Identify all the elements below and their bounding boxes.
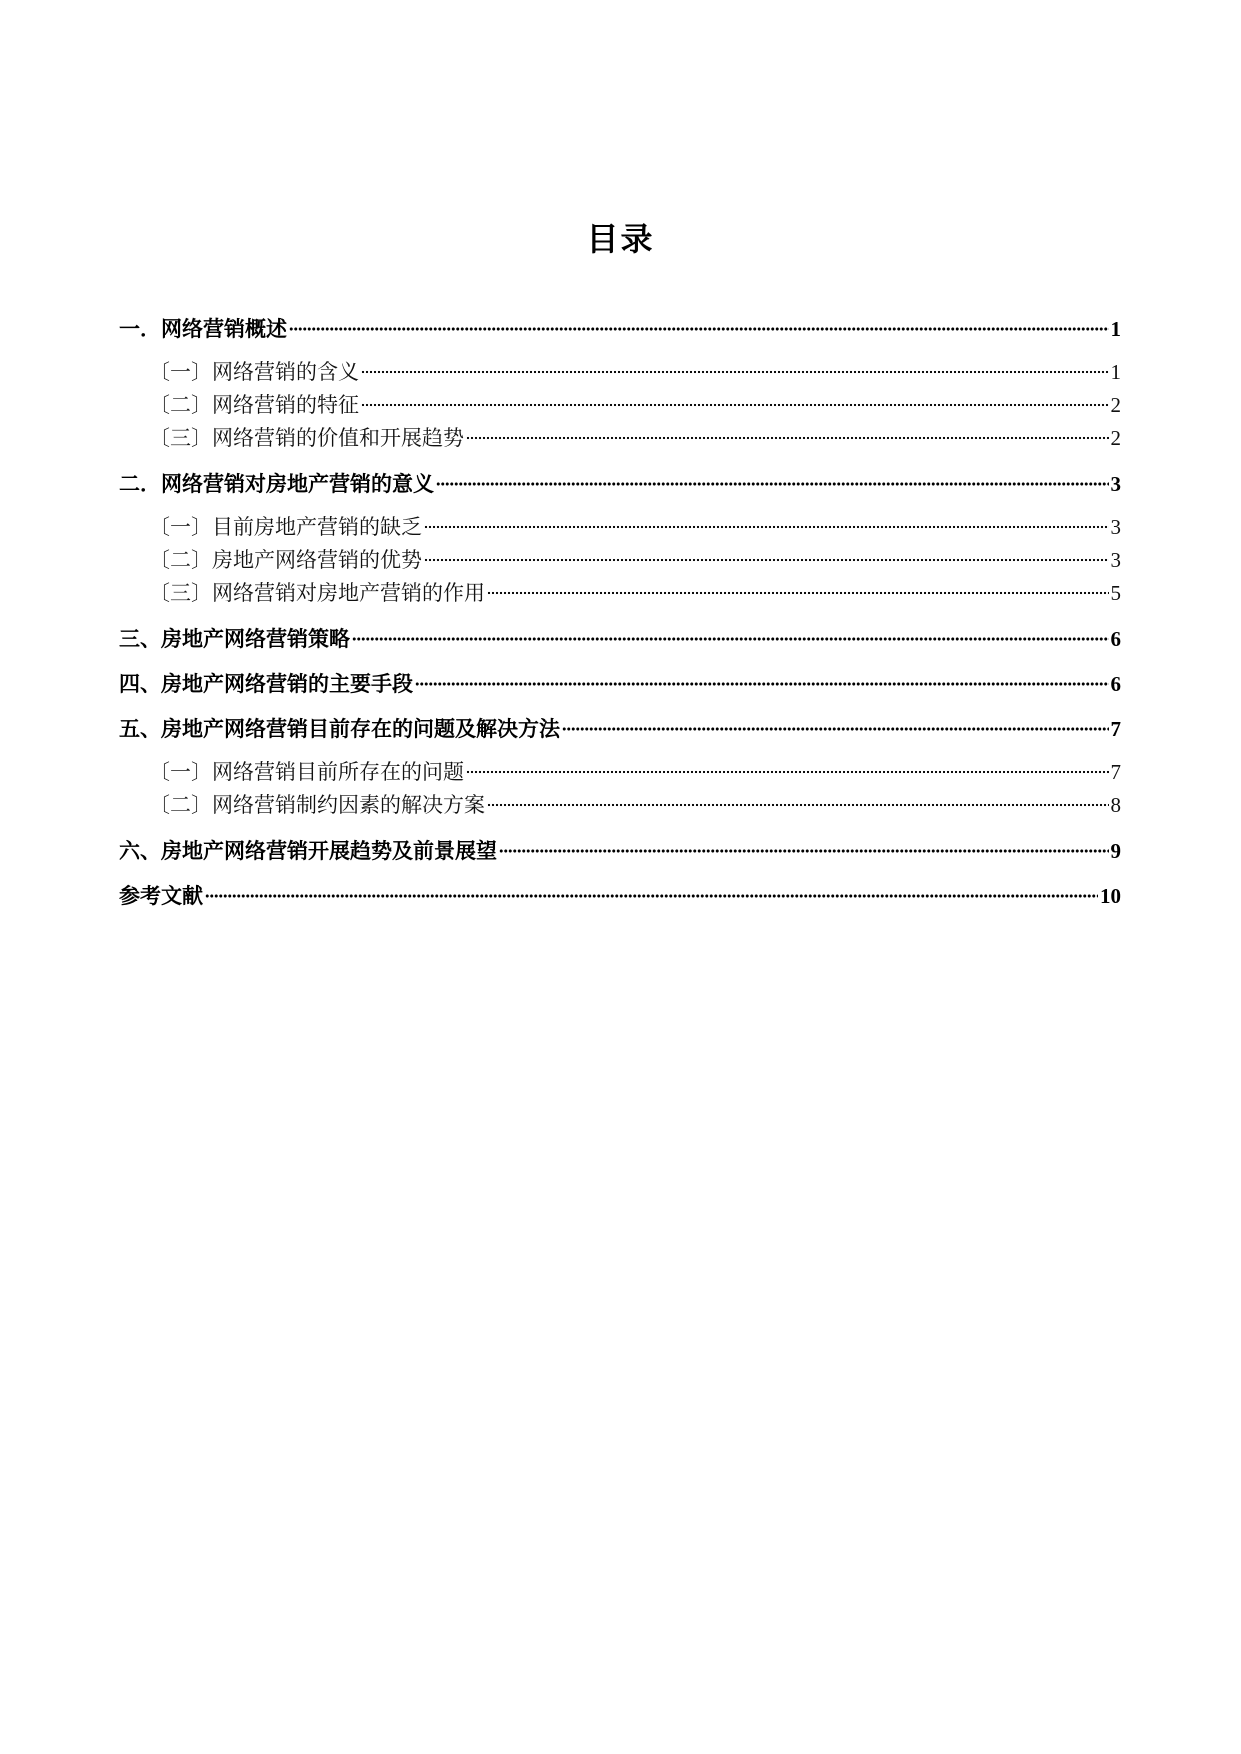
toc-entry-section-5-1[interactable] <box>119 757 1121 787</box>
toc-entry-section-1-3[interactable] <box>119 423 1121 453</box>
toc-entry-section-1-1[interactable] <box>119 357 1121 387</box>
toc-page-number: 1 <box>1110 317 1121 341</box>
toc-entry-text: 五、房地产网络营销目前存在的问题及解决方法 <box>119 716 560 741</box>
dot-leader <box>205 892 1098 900</box>
toc-entry-text: 〔一〕目前房地产营销的缺乏 <box>149 515 422 539</box>
dot-leader <box>361 401 1109 409</box>
dot-leader <box>562 725 1109 733</box>
toc-entry-section-4[interactable] <box>119 669 1121 699</box>
dot-leader <box>424 556 1109 564</box>
toc-page-number: 3 <box>1110 472 1121 496</box>
dot-leader <box>289 325 1109 333</box>
dot-leader <box>361 368 1109 376</box>
toc-entry-section-2-1[interactable] <box>119 512 1121 542</box>
toc-entry-text: 四、房地产网络营销的主要手段 <box>119 671 413 696</box>
toc-entry-text: 〔二〕网络营销制约因素的解决方案 <box>149 793 485 817</box>
dot-leader <box>436 480 1109 488</box>
toc-entry-text: 〔一〕网络营销目前所存在的问题 <box>149 760 464 784</box>
toc-entry-section-3[interactable] <box>119 624 1121 654</box>
dot-leader <box>424 523 1109 531</box>
toc-page-number: 7 <box>1110 760 1121 784</box>
toc-entry-section-2-3[interactable] <box>119 578 1121 608</box>
dot-leader <box>352 635 1109 643</box>
toc-title: 目录 <box>586 220 655 259</box>
toc-page-number: 8 <box>1110 793 1121 817</box>
toc-entry-text: 二．网络营销对房地产营销的意义 <box>119 471 434 496</box>
toc-entry-section-1-2[interactable] <box>119 390 1121 420</box>
toc-page-number: 3 <box>1110 548 1121 572</box>
dot-leader <box>499 847 1109 855</box>
toc-entry-text: 〔三〕网络营销对房地产营销的作用 <box>149 581 485 605</box>
toc-entry-text: 参考文献 <box>119 883 203 908</box>
toc-page-number: 6 <box>1110 672 1121 696</box>
toc-page-number: 1 <box>1110 360 1121 384</box>
dot-leader <box>415 680 1109 688</box>
toc-page-number: 10 <box>1100 884 1121 908</box>
toc-entry-text: 〔二〕网络营销的特征 <box>149 393 359 417</box>
toc-page-number: 2 <box>1110 393 1121 417</box>
toc-entry-text: 一．网络营销概述 <box>119 316 287 341</box>
toc-page-number: 5 <box>1110 581 1121 605</box>
toc-page-number: 9 <box>1110 839 1121 863</box>
toc-entry-section-6[interactable] <box>119 836 1121 866</box>
toc-entry-section-5[interactable] <box>119 714 1121 744</box>
dot-leader <box>487 801 1109 809</box>
toc-page-number: 2 <box>1110 426 1121 450</box>
dot-leader <box>466 434 1109 442</box>
toc-entry-section-2[interactable] <box>119 469 1121 499</box>
dot-leader <box>466 768 1109 776</box>
toc-entry-text: 〔三〕网络营销的价值和开展趋势 <box>149 426 464 450</box>
toc-page-number: 7 <box>1110 717 1121 741</box>
toc-entry-section-2-2[interactable] <box>119 545 1121 575</box>
toc-entry-text: 〔一〕网络营销的含义 <box>149 360 359 384</box>
toc-entry-text: 〔二〕房地产网络营销的优势 <box>149 548 422 572</box>
toc-page-number: 6 <box>1110 627 1121 651</box>
dot-leader <box>487 589 1109 597</box>
toc-entry-section-5-2[interactable] <box>119 790 1121 820</box>
toc-entry-section-1[interactable] <box>119 314 1121 344</box>
toc-entry-text: 六、房地产网络营销开展趋势及前景展望 <box>119 838 497 863</box>
toc-entry-references[interactable] <box>119 881 1121 911</box>
toc-page-number: 3 <box>1110 515 1121 539</box>
toc-entry-text: 三、房地产网络营销策略 <box>119 626 350 651</box>
